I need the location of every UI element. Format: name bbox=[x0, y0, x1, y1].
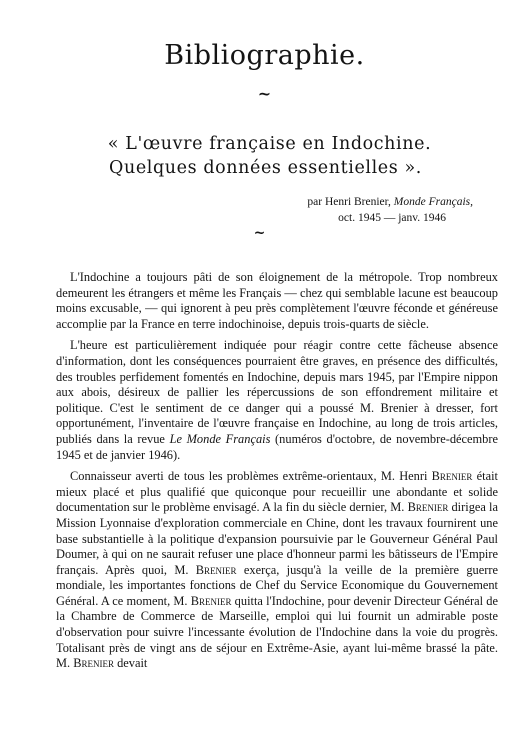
journal-title: Le Monde Français bbox=[169, 431, 271, 446]
paragraph-3-text-c: dirigea la Mission Lyonnaise d'exploration commerciale en Chine, dont les travaux fournirent une base substantielle à la politique d'expansion poursuivie par le Gouverneur Général Paul Doumer, à qui on ne saurait refuser une place d'honneur parmi les bâtisseurs de l'Empire français. Après quoi, M. bbox=[56, 500, 498, 577]
paragraph-2-text-a: L'heure est particulièrement indiquée pour réagir contre cette fâcheuse absence d'information, dont les conséquences pourraient être graves, en présence des difficultés, des troubles perfidement fomentés en Indochine, depuis mars 1945, par l'Empire nippon aux abois, désireux de pallier les répercussions de son effondrement militaire et politique. C'est le sentiment de ce danger qui a poussé M. Brenier à dresser, fort opportunément, l'inventaire de l'œuvre française en Indochine, au long de trois articles, publiés dans la revue bbox=[56, 338, 498, 446]
author-name: Brenier bbox=[431, 469, 473, 484]
ornament-divider: ~ bbox=[257, 84, 272, 103]
byline-date: oct. 1945 — janv. 1946 bbox=[338, 212, 446, 224]
author-name: Brenier bbox=[190, 593, 232, 608]
article-body bbox=[56, 270, 498, 678]
paragraph-3-text-f: devait bbox=[113, 656, 148, 671]
byline bbox=[307, 197, 473, 209]
paragraph-3-text-a: Connaisseur averti de tous les problèmes extrême-orientaux, M. Henri bbox=[70, 469, 432, 484]
article-title-line-1: « L'œuvre française en Indochine. bbox=[107, 134, 432, 154]
author-name: Brenier bbox=[407, 500, 449, 515]
paragraph-3-text-b: était mieux placé et plus qualifié que quiconque pour recueillir une abondante et solide documentation sur le problème envisagé. A la fin du siècle dernier, M. bbox=[56, 469, 498, 515]
paragraph-3-text-d: exerça, jusqu'à la veille de la première guerre mondiale, les importantes fonctions de Chef du Service Economique du Gouvernement Général. A ce moment, M. bbox=[56, 562, 498, 608]
paragraph-3-text-e: quitta l'Indochine, pour devenir Directeur Général de la Chambre de Commerce de Marseille, emploi qui lui fournit un admirable poste d'observation pour suivre l'incessante évolution de l'Indochine dans la voie du progrès. Totalisant près de vingt ans de séjour en Extrême-Asie, ayant lui-même brassé la pâte. M. bbox=[56, 593, 498, 671]
ornament-divider-small: ~ bbox=[253, 225, 266, 241]
byline-author: par Henri Brenier, bbox=[307, 196, 391, 208]
paragraph-2 bbox=[56, 338, 498, 463]
author-name: Brenier bbox=[73, 656, 114, 671]
article-title-line-2: Quelques données essentielles ». bbox=[109, 158, 422, 178]
page-title: Bibliographie. bbox=[164, 40, 365, 71]
author-name: Brenier bbox=[195, 562, 237, 577]
paragraph-2-text-b: (numéros d'octobre, de novembre-décembre 1945 et de janvier 1946). bbox=[56, 431, 498, 462]
byline-source: Monde Français, bbox=[393, 196, 473, 208]
paragraph-3 bbox=[56, 469, 498, 672]
paragraph-1: L'Indochine a toujours pâti de son éloignement de la métropole. Trop nombreux demeurent les étrangers et même les Français — chez qui semblable lacune est beaucoup moins excusable, — qui ignorent à peu près complètement l'œuvre féconde et généreuse accomplie par la France en terre indochinoise, depuis trois-quarts de siècle. bbox=[56, 270, 498, 331]
